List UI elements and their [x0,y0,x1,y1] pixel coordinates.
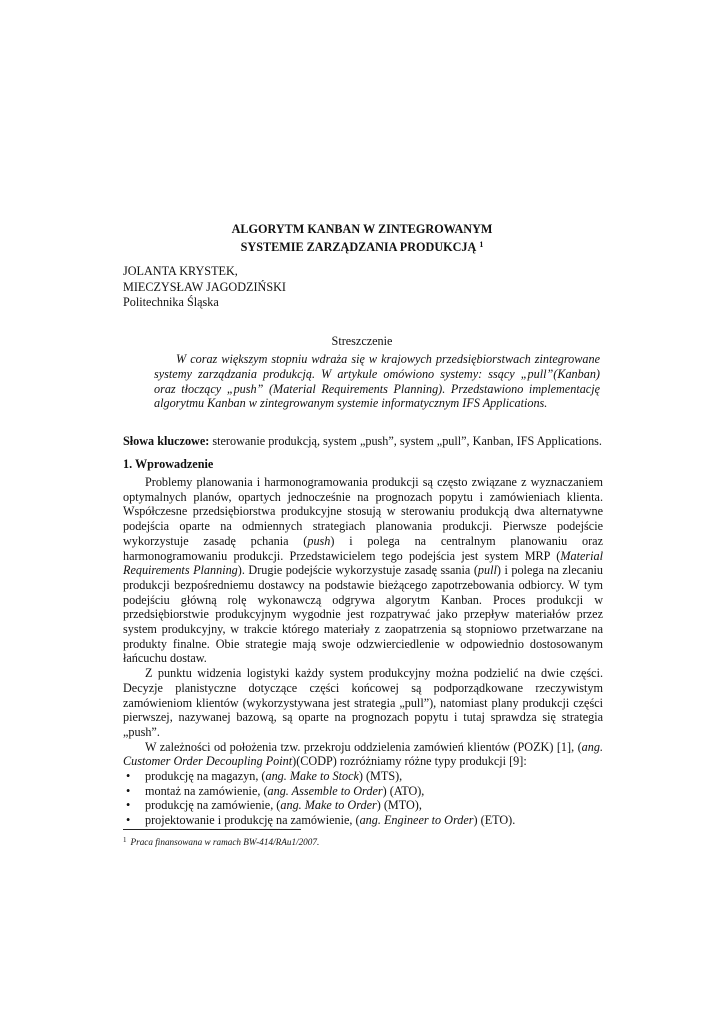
footnote-mark: 1 [123,836,127,844]
author-block [123,264,286,311]
title-footnote-mark: 1 [479,240,484,249]
keywords-text: sterowanie produkcją, system „push”, system „pull”, Kanban, IFS Applications. [209,434,602,448]
abstract-heading: Streszczenie [331,334,393,348]
production-types-list [123,769,603,828]
bullet-icon: • [126,813,131,828]
keywords [123,434,603,449]
title-line-1: ALGORYTM KANBAN W ZINTEGROWANYM [231,222,493,236]
author-1: JOLANTA KRYSTEK, [123,264,238,278]
list-item: • produkcję na magazyn, (ang. Make to Stock) (MTS), [126,769,403,784]
bullet-icon: • [126,783,131,798]
bullet-icon: • [126,798,131,813]
affiliation: Politechnika Śląska [123,295,219,309]
footnote-divider [123,829,301,830]
abstract-text: W coraz większym stopniu wdraża się w krajowych przedsiębiorstwach zintegrowane systemy zarządzania produkcją. W artykule omówiono systemy: ssący „pull”(Kanban) oraz tłoczący „push” (Material Requirements Planning). Przedstawiono implementację algorytmu Kanban w zintegrowanym systemie informatycznym IFS Applications. [154,352,600,411]
footnote-text: Praca finansowana w ramach BW-414/RAu1/2007. [130,837,320,847]
title-line-2: SYSTEMIE ZARZĄDZANIA PRODUKCJĄ $^1$ [240,240,484,254]
section-body [123,475,603,828]
paper-title [0,222,724,255]
list-item: • projektowanie i produkcję na zamówienie, (ang. Engineer to Order) (ETO). [126,813,516,828]
keywords-label: Słowa kluczowe: [123,434,210,448]
footnote [123,836,319,847]
list-item: • produkcję na zamówienie, (ang. Make to Order) (MTO), [126,798,422,813]
paragraph-1: Problemy planowania i harmonogramowania produkcji są często związane z wyznaczaniem optymalnych planów, opartych jednocześnie na prognozach popytu i zamówieniach klienta. Współczesne przedsiębiorstwa produkcyjne stosują w sterowaniu produkcją dwa alternatywne podejścia oparte na odmiennych strategiach planowania produkcji. Pierwsze podejście wykorzystuje zasadę pchania (push) i polega na centralnym planowaniu oraz harmonogramowaniu produkcji. Przedstawicielem tego podejścia jest system MRP (Material Requirements Planning). Drugie podejście wykorzystuje zasadę ssania (pull) i polega na zlecaniu produkcji bezpośredniemu dostawcy na podstawie bieżącego zapotrzebowania odbiorcy. W tym podejściu główną rolę wykonawczą odgrywa algorytm Kanban. Proces produkcji w przedsiębiorstwie produkcyjnym wygodnie jest rozpatrywać jako przepływ materiałów przez system produkcyjny, w trakcie którego materiały z zaopatrzenia są stopniowo przetwarzane na produkty finalne. Obie strategie mają swoje odzwierciedlenie w odpowiednio dostosowanym łańcuchu dostaw. [123,475,604,666]
author-2: MIECZYSŁAW JAGODZIŃSKI [123,279,286,294]
bullet-icon: • [126,769,131,784]
section-heading: 1. Wprowadzenie [123,457,214,471]
paragraph-3: W zależności od położenia tzw. przekroju oddzielenia zamówień klientów (POZK) [1], (ang. Customer Order Decoupling Point)(CODP) rozróżniamy różne typy produkcji [9]: [123,739,603,769]
list-item: • montaż na zamówienie, (ang. Assemble to Order) (ATO), [126,783,425,798]
paragraph-2: Z punktu widzenia logistyki każdy system produkcyjny można podzielić na dwie części. Decyzje planistyczne dotyczące części końcowej są podporządkowane rzeczywistym zamówieniom klientów (wykorzystywana jest strategia „pull”), natomiast plany produkcji części pierwszej, nazywanej bazową, są oparte na prognozach popytu i tutaj sprawdza się strategia „push”. [123,666,603,739]
